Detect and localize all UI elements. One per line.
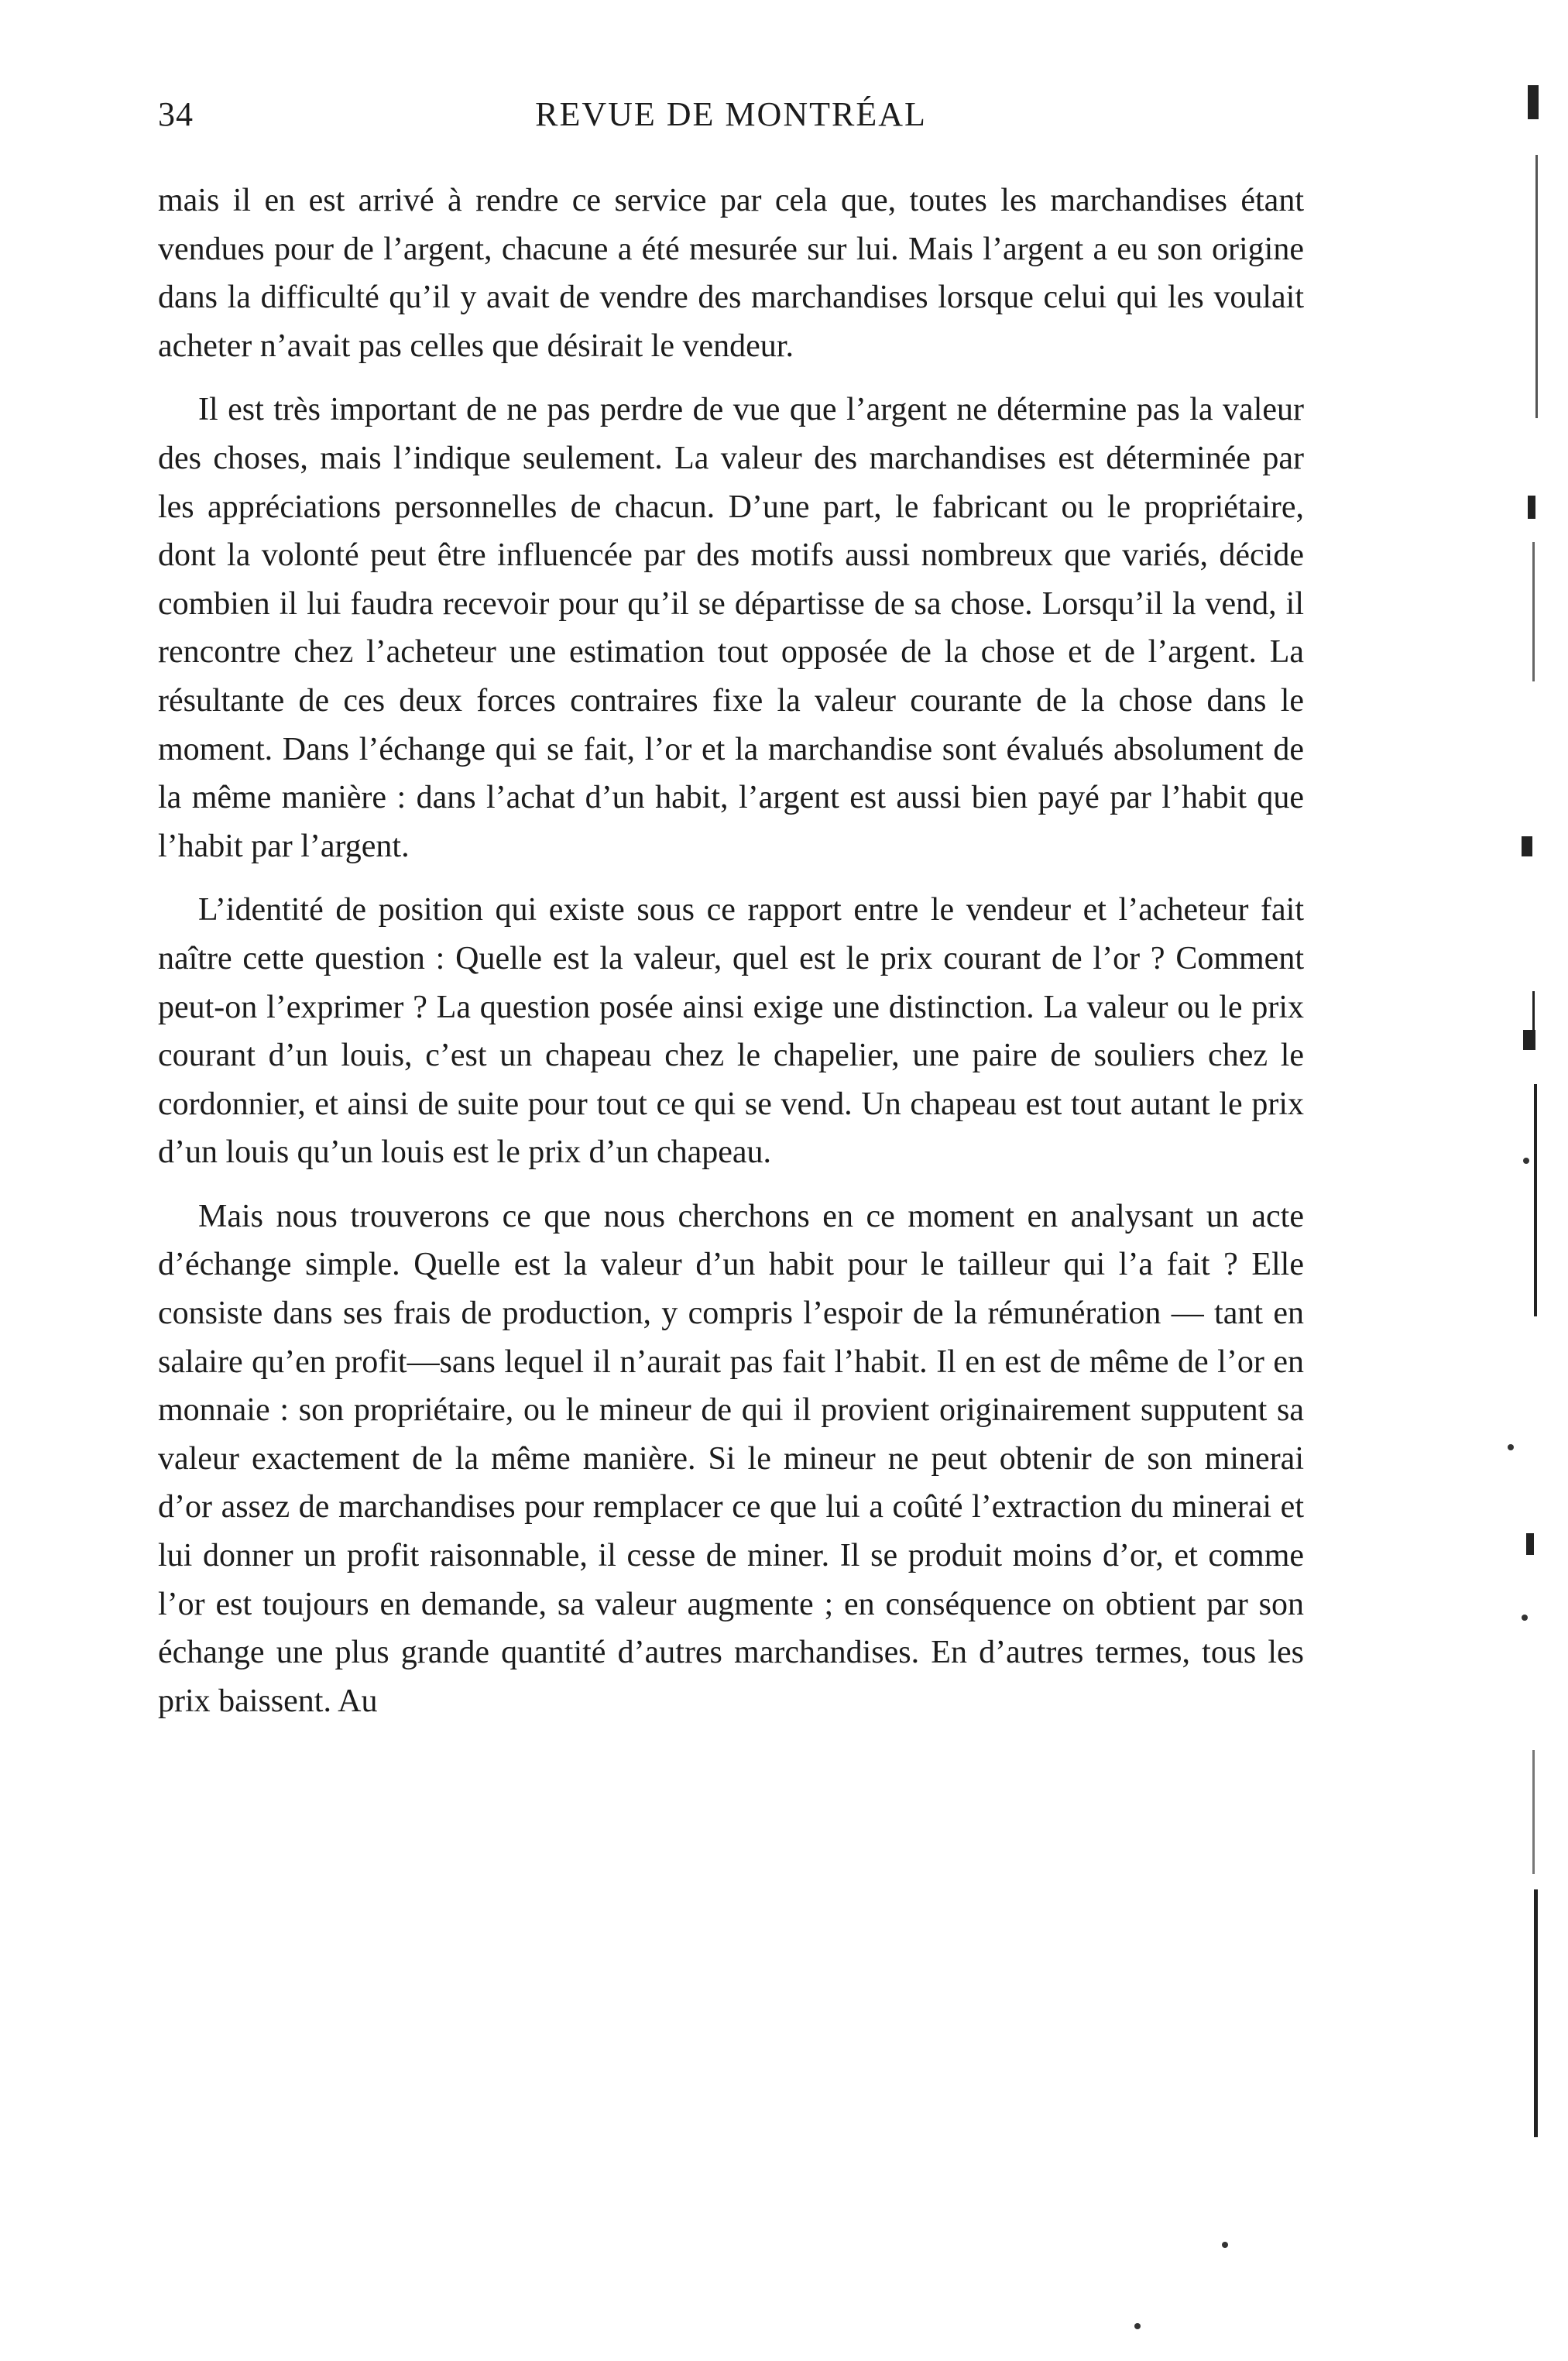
scan-mark [1528,496,1535,519]
scan-mark [1532,542,1535,681]
paragraph-3: L’identité de position qui existe sous ce rapport entre le vendeur et l’acheteur fait naître cette question : Quelle est la valeur, quel est le prix courant de l’or ? Comment peut-on l’exprimer ? La question posée ainsi exige une distinction. La valeur ou le prix courant d’un louis, c’est un chapeau chez le chapelier, une paire de souliers chez le cordonnier, et ainsi de suite pour tout ce qui se vend. Un chapeau est tout autant le prix d’un louis qu’un louis est le prix d’un chapeau. [158,892,1304,1171]
scan-dot [1134,2323,1141,2329]
scan-margin-artifacts [1436,0,1568,2361]
scan-mark [1534,1084,1537,1316]
scan-mark [1535,155,1538,418]
paragraph-1: mais il en est arrivé à rendre ce service par cela que, toutes les marchandises étant vendues pour de l’argent, chacune a été mesurée sur lui. Mais l’argent a eu son origine dans la difficulté qu’il y avait de vendre des marchandises lorsque celui qui les voulait acheter n’avait pas celles que désirait le vendeur. [158,183,1304,364]
scan-mark [1534,1889,1538,2137]
scan-mark [1523,1030,1535,1050]
scan-dot [1522,1615,1528,1621]
scan-mark [1528,85,1539,119]
paragraph-2: Il est très important de ne pas perdre de vue que l’argent ne détermine pas la valeur des choses, mais l’indique seulement. La valeur des marchandises est déterminée par les appréciations personnelles de chacun. D’une part, le fabricant ou le propriétaire, dont la volonté peut être influencée par des motifs aussi nombreux que variés, décide combien il lui faudra recevoir pour qu’il se départisse de sa chose. Lorsqu’il la vend, il rencontre chez l’acheteur une estimation tout opposée de la chose et de l’argent. La résultante de ces deux forces contraires fixe la valeur courante de la chose dans le moment. Dans l’échange qui se fait, l’or et la marchandise sont évalués absolument de la même manière : dans l’achat d’un habit, l’argent est aussi bien payé par l’habit que l’habit par l’argent. [158,392,1304,864]
scan-mark [1532,1750,1535,1874]
body-text [158,177,1304,1725]
scan-dot [1523,1158,1529,1164]
scan-dot [1222,2242,1228,2248]
scan-mark [1526,1533,1534,1555]
paragraph-4: Mais nous trouverons ce que nous cherchons en ce moment en analysant un acte d’échange simple. Quelle est la valeur d’un habit pour le tailleur qui l’a fait ? Elle consiste dans ses frais de production, y compris l’espoir de la rémunération — tant en salaire qu’en profit—sans lequel il n’aurait pas fait l’habit. Il en est de même de l’or en monnaie : son propriétaire, ou le mineur de qui il provient originairement supputent sa valeur exactement de la même manière. Si le mineur ne peut obtenir de son minerai d’or assez de marchandises pour remplacer ce que lui a coûté l’extraction du minerai et lui donner un profit raisonnable, il cesse de miner. Il se produit moins d’or, et comme l’or est toujours en demande, sa valeur augmente ; en conséquence on obtient par son échange une plus grande quantité d’autres marchandises. En d’autres termes, tous les prix baissent. Au [158,1198,1304,1719]
journal-title: REVUE DE MONTRÉAL [535,95,927,133]
scan-dot [1508,1444,1514,1450]
running-head [158,85,1304,155]
scan-mark [1522,836,1532,856]
page-number: 34 [158,95,194,133]
document-page [158,85,1304,1741]
